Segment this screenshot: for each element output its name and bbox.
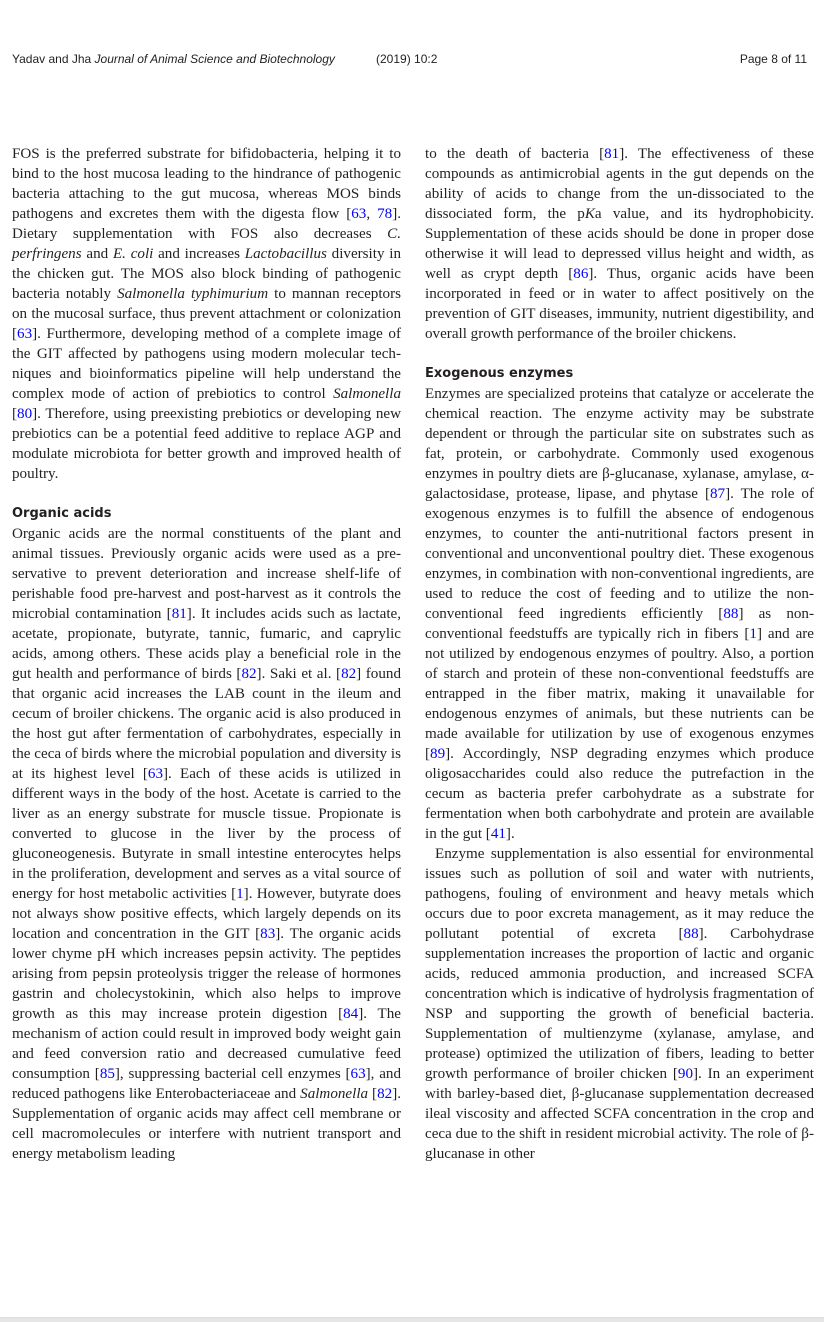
right-column xyxy=(425,144,814,1164)
italic-term: Salmonella typhimurium xyxy=(117,286,269,302)
citation-link[interactable]: 63 xyxy=(17,326,33,342)
text-run: ]. The effectiveness of these compounds as antimicrobial agents in the gut depends on the ability of acids to change from the un-dissociated to the dissociated form, the p xyxy=(425,146,814,222)
citation-link[interactable]: 89 xyxy=(430,746,446,762)
citation-link[interactable]: 1 xyxy=(236,886,244,902)
citation-link[interactable]: 63 xyxy=(351,206,367,222)
paragraph xyxy=(12,144,401,484)
left-column xyxy=(12,144,401,1164)
citation-link[interactable]: 86 xyxy=(573,266,589,282)
text-run: FOS is the preferred substrate for bifidobacteria, helping it to bind to the host mucosa leading to the hindrance of pathogenic bacteria attaching to the gut mucosa, whereas MOS binds pathogens and excretes them with the digesta flow [ xyxy=(12,146,401,222)
header-authors: Yadav and Jha xyxy=(12,52,95,66)
italic-term: K xyxy=(584,206,595,222)
citation-link[interactable]: 81 xyxy=(604,146,620,162)
text-run: ], and reduced pathogens like Enterobacteriaceae and xyxy=(12,1066,401,1102)
citation-link[interactable]: 85 xyxy=(99,1066,115,1082)
section-heading-organic-acids: Organic acids xyxy=(12,506,112,521)
text-run: ]. Therefore, using preexisting prebiotics or developing new prebiotics can be a potential feed additive to replace AGP and modulate microbiota for better growth and improved health of poultry. xyxy=(12,406,401,482)
citation-link[interactable]: 82 xyxy=(377,1086,393,1102)
citation-link[interactable]: 82 xyxy=(341,666,357,682)
paragraph xyxy=(425,384,814,844)
header-journal: Journal of Animal Science and Biotechnology xyxy=(94,52,335,66)
italic-term: C. perfringens xyxy=(12,226,401,262)
text-run: ]. The mechanism of action could result in improved body weight gain and feed conversion ratio and decreased cumulative feed consumption [ xyxy=(12,1006,401,1082)
text-run: Organic acids are the normal constituents of the plant and animal tissues. Previously organic acids were used as a preservative to prevent deterioration and increase shelf-life of perishable food pre-harvest and post-harvest as it controls the microbial contamination [ xyxy=(12,526,401,622)
text-run: and increases xyxy=(153,246,245,262)
italic-term: Lactobacillus xyxy=(244,246,327,262)
citation-link[interactable]: 63 xyxy=(350,1066,366,1082)
text-run: [ xyxy=(12,406,18,422)
text-run: ]. Saki et al. [ xyxy=(256,666,342,682)
text-run: ]. The role of exogenous enzymes is to fulfill the absence of endogenous enzymes, to counter the anti-nutritional factors present in conventional and unconventional poultry diet. These exogenous enzymes, in combination with non-conventional ingredients, are used to reduce the cost of feeding and to utilize the non-conventional feed ingredients efficiently [ xyxy=(425,486,814,622)
text-run: , xyxy=(366,206,378,222)
citation-link[interactable]: 88 xyxy=(723,606,739,622)
citation-link[interactable]: 1 xyxy=(749,626,757,642)
section-heading-exogenous-enzymes: Exogenous enzymes xyxy=(425,366,574,381)
paragraph xyxy=(425,144,814,344)
citation-link[interactable]: 82 xyxy=(241,666,257,682)
text-run: ] and are not utilized by endogenous enzymes of poultry. Also, a portion of starch and protein of these non-conventional feedstuffs are entrapped in the fiber matrix, making it unavailable for endogenous enzymes of animals, but these nutrients can be made available for utilization by use of exogenous enzymes [ xyxy=(425,626,814,762)
text-run: Enzymes are specialized proteins that catalyze or accelerate the chemical reaction. The enzyme activity may be substrate dependent or through the particular site on substrates such as fat, protein, or carbohydrate. Commonly used exogenous enzymes in poultry diets are β-glucanase, xylanase, amylase, α-galactosidase, protease, lipase, and phytase [ xyxy=(425,386,814,502)
text-run: ] found that organic acid increases the LAB count in the ileum and cecum of broiler chickens. The organic acid is also produced in the host gut after fermentation of carbohydrates, especially in the ceca of birds where the microbial population and diversity is at its highest level [ xyxy=(12,666,401,782)
header-page-number: Page 8 of 11 xyxy=(739,52,807,66)
italic-term: Salmonella xyxy=(300,1086,369,1102)
text-run: ]. Furthermore, developing method of a complete image of the GIT affected by pathogens using modern molecular techniques and bioinformatics pipeline will help understand the complex mode of action of prebiotics to control xyxy=(12,326,401,402)
text-run: ]. However, butyrate does not always show positive effects, which largely depends on its location and concentration in the GIT [ xyxy=(12,886,401,942)
text-run: ]. Each of these acids is utilized in different ways in the body of the host. Acetate is carried to the liver as an energy substrate for muscle tissue. Propionate is converted to glucose in the liver by the process of gluconeogenesis. Butyrate in small intestine enterocytes helps in the proliferation, development and serves as a vital source of energy for host metabolic activities [ xyxy=(12,766,401,902)
viewer-bottom-bar xyxy=(0,1317,824,1322)
citation-link[interactable]: 87 xyxy=(710,486,726,502)
text-run: a value, and its hydrophobicity. Supplementation of these acids should be done in proper dose otherwise it will lead to depressed villus height and width, as well as crypt depth [ xyxy=(425,206,815,282)
text-run: to mannan receptors on the mucosal surface, thus prevent attachment or colonization [ xyxy=(12,286,401,342)
text-run: ]. Dietary supplementation with FOS also decreases xyxy=(12,206,401,242)
citation-link[interactable]: 90 xyxy=(677,1066,693,1082)
running-header xyxy=(12,52,812,70)
citation-link[interactable]: 83 xyxy=(260,926,276,942)
text-run: ] as non-conventional feedstuffs are typically rich in fibers [ xyxy=(425,606,814,642)
citation-link[interactable]: 78 xyxy=(377,206,393,222)
text-run: ]. It includes acids such as lactate, acetate, propionate, butyrate, tannic, fumaric, and caprylic acids, among others. These acids play a beneficial role in the gut health and performance of birds [ xyxy=(12,606,401,682)
citation-link[interactable]: 84 xyxy=(343,1006,359,1022)
citation-link[interactable]: 80 xyxy=(17,406,33,422)
text-run: ]. The organic acids lower chyme pH which increases pepsin activity. The peptides arising from pepsin proteolysis trigger the release of hormones gastrin and cholecystokinin, which also helps to improve growth as this may increase protein digestion [ xyxy=(12,926,401,1022)
text-run: ]. Accordingly, NSP degrading enzymes which produce oligosaccharides could also reduce the putrefaction in the cecum as bacteria prefer carbohydrate as a substrate for fermentation when both carbohydrate and protein are available in the gut [ xyxy=(425,746,814,842)
text-run: ]. Thus, organic acids have been incorporated in feed or in water to affect positively on the prevention of GIT diseases, immunity, nutrient digestibility, and overall growth performance of the broiler chickens. xyxy=(425,266,814,342)
text-run: ]. Supplementation of organic acids may affect cell membrane or cell macromolecules or interfere with nutrient transport and energy metabolism leading xyxy=(12,1086,401,1162)
citation-link[interactable]: 88 xyxy=(683,926,699,942)
text-run: ]. In an experiment with barley-based diet, β-glucanase supplementation decreased ileal viscosity and affected SCFA concentration in the crop and ceca due to the shift in resident microbial activity. The role of β-glucanase in other xyxy=(425,1066,814,1162)
paragraph xyxy=(12,524,401,1164)
text-run: ], suppressing bacterial cell enzymes [ xyxy=(114,1066,351,1082)
citation-link[interactable]: 41 xyxy=(490,826,506,842)
citation-link[interactable]: 63 xyxy=(147,766,163,782)
text-run: [ xyxy=(368,1086,378,1102)
text-run: diversity in the chicken gut. The MOS also block binding of pathogenic bacteria notably xyxy=(12,246,401,302)
text-run: ]. xyxy=(505,826,515,842)
italic-term: Salmonella xyxy=(333,386,401,402)
text-run: and xyxy=(81,246,113,262)
header-citation xyxy=(12,52,335,66)
paragraph xyxy=(425,844,814,1164)
text-run: Enzyme supplementation is also essential for environmental issues such as pollution of soil and water with nutrients, pathogens, fouling of environment and heavy metals which occurs due to poor excreta management, as it may reduce the pollutant potential of excreta [ xyxy=(425,846,814,942)
italic-term: E. coli xyxy=(112,246,154,262)
text-run: ]. Carbohydrase supplementation increases the proportion of lactic and organic acids, reduced ammonia production, and increased SCFA concentration which is indicative of hydrolysis fragmentation of NSP and supporting the growth of beneficial bacteria. Supplementation of multienzyme (xylanase, amylase, and protease) optimized the utilization of fibers, leading to better growth performance of broiler chicken [ xyxy=(425,926,814,1082)
text-run: to the death of bacteria [ xyxy=(425,146,605,162)
header-volume: (2019) 10:2 xyxy=(376,52,438,66)
citation-link[interactable]: 81 xyxy=(171,606,187,622)
